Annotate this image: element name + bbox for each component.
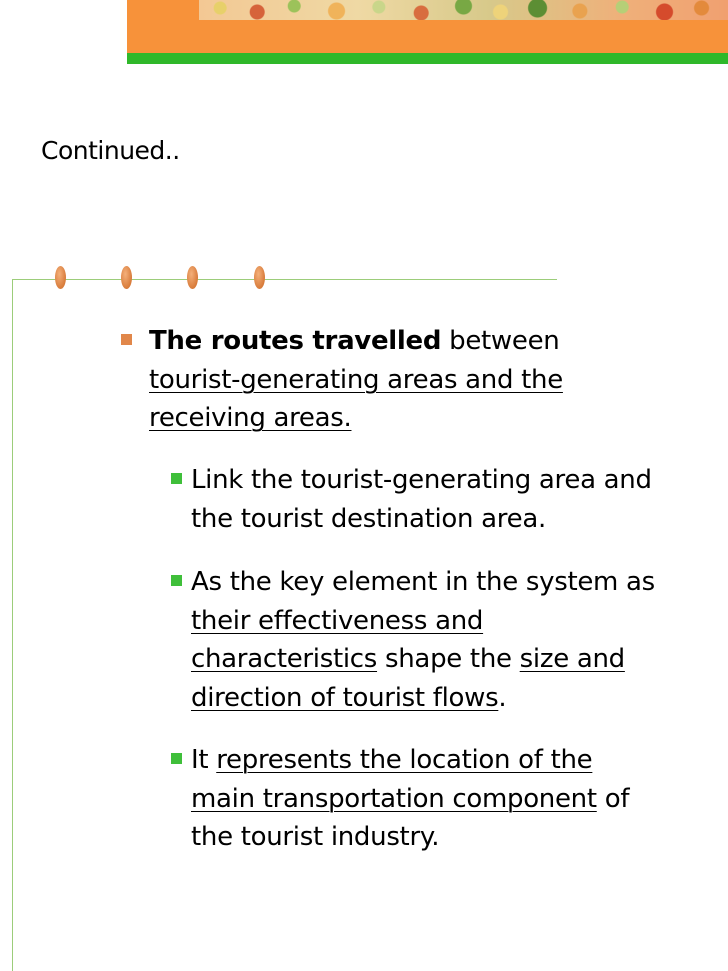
sub-point-text: As the key element in the system as (191, 567, 655, 597)
bullet-icon (171, 753, 182, 764)
banner-flower-image (199, 0, 728, 20)
sub-point-3 (191, 741, 661, 857)
sub-point-2 (191, 563, 671, 717)
sub-point-text: It (191, 745, 217, 775)
bullet-icon (121, 334, 132, 345)
sub-point-text: of the tourist industry. (191, 783, 630, 852)
main-point-text: between (441, 326, 560, 356)
sub-point-text: Link the tourist-generating area and the tourist destination area. (191, 465, 652, 534)
decorative-dot (254, 266, 265, 289)
horizontal-divider (12, 279, 557, 280)
sub-point-underlined: their effectiveness and characteristics (191, 605, 484, 674)
main-point (149, 322, 624, 438)
decorative-dot (121, 266, 132, 289)
bullet-icon (171, 575, 182, 586)
banner-green-stripe (127, 53, 728, 64)
sub-point-underlined: represents the location of the main transportation component (191, 745, 597, 814)
slide-title: Continued.. (41, 136, 180, 165)
main-point-bold: The routes travelled (149, 326, 442, 356)
sub-point-1 (191, 461, 681, 538)
vertical-divider (12, 279, 13, 971)
sub-point-underlined: size and direction of tourist flows (191, 644, 625, 713)
sub-point-text: shape the (377, 644, 520, 674)
header-banner (127, 0, 728, 64)
main-point-underlined: tourist-generating areas and the receiving areas. (149, 364, 563, 433)
bullet-icon (171, 473, 182, 484)
sub-point-text: . (498, 682, 507, 713)
decorative-dot (55, 266, 66, 289)
decorative-dot (187, 266, 198, 289)
